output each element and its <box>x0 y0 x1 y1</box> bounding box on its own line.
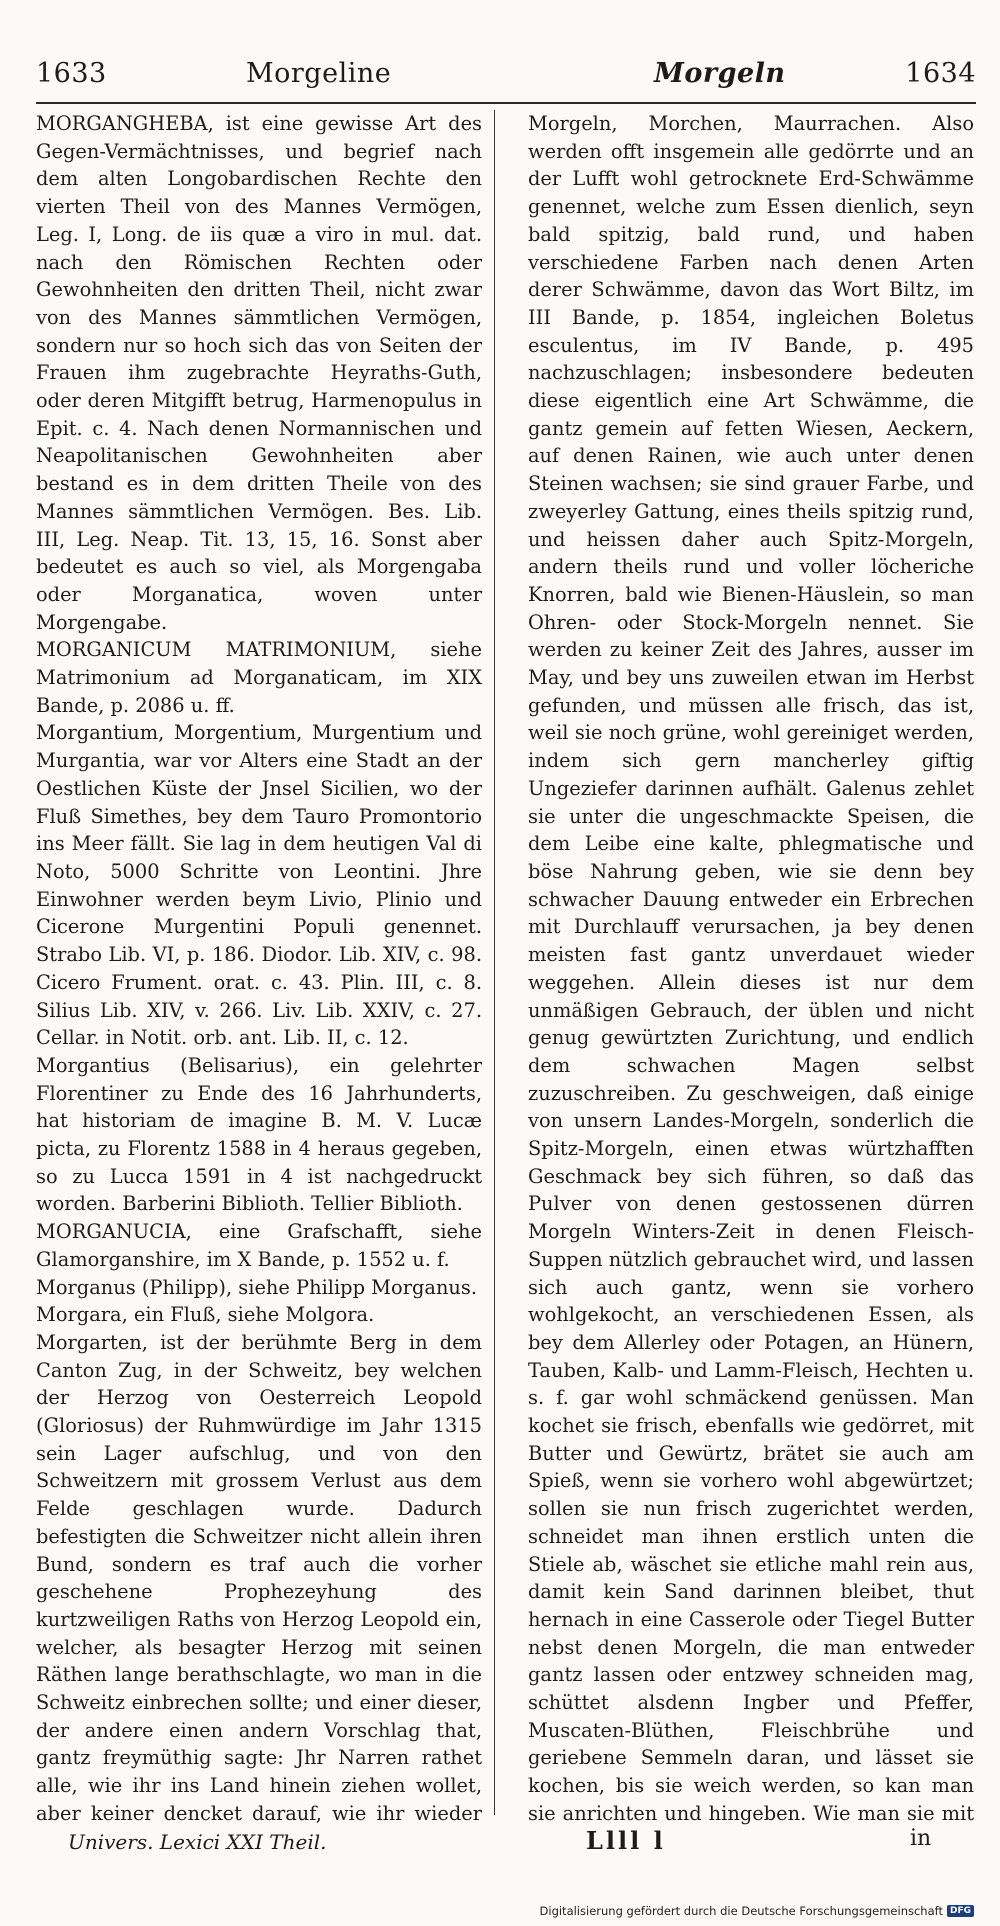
right-column <box>528 110 974 1825</box>
entry-morgara: Morgara, ein Fluß, siehe Molgora. <box>36 1303 375 1327</box>
entry-morganucia: MORGANUCIA, eine Grafschafft, siehe Glamorganshire, im X Bande, p. 1552 u. f. <box>36 1220 482 1271</box>
credit-text: Digitalisierung gefördert durch die Deutsche Forschungsgemeinschaft <box>539 1904 943 1918</box>
column-divider <box>494 110 495 1815</box>
dfg-logo: DFG <box>947 1905 974 1917</box>
right-running-head: Morgeln <box>654 58 786 89</box>
left-page-number: 1633 <box>36 58 107 89</box>
entry-morgangheba: MORGANGHEBA, ist eine gewisse Art des Gegen-Vermächtnisses, und begrief nach dem alten Longobardischen Rechte den vierten Theil von des Mannes Vermögen, Leg. I, Long. de iis quæ a viro in mul. dat. nach den Römischen Rechten oder Gewohnheiten den dritten Theil, nicht zwar von des Mannes sämmtlichen Vermögen, sondern nur so hoch sich das von Seiten der Frauen ihm zugebrachte Heyraths-Guth, oder deren Mitgifft betrug, Harmenopulus in Epit. c. 4. Nach denen Normannischen und Neapolitanischen Gewohnheiten aber bestand es in dem dritten Theile von des Mannes sämmtlichen Vermögen. Bes. Lib. III, Leg. Neap. Tit. 13, 15, 16. Sonst aber bedeutet es auch so viel, als Morgengaba oder Morganatica, woven unter Morgengabe. <box>36 112 482 634</box>
header-rule <box>36 102 976 104</box>
entry-morgantium: Morgantium, Morgentium, Murgentium und Murgantia, war vor Alters eine Stadt an der Oestlichen Küste der Jnsel Sicilien, wo der Fluß Simethes, bey dem Tauro Promontorio ins Meer fällt. Sie lag in dem heutigen Val di Noto, 5000 Schritte von Leontini. Jhre Einwohner werden beym Livio, Plinio und Cicerone Murgentini Populi genennet. Strabo Lib. VI, p. 186. Diodor. Lib. XIV, c. 98. Cicero Frument. orat. c. 43. Plin. III, c. 8. Silius Lib. XIV, v. 266. Liv. Lib. XXIV, c. 27. Cellar. in Notit. orb. ant. Lib. II, c. 12. <box>36 721 482 1050</box>
right-page-number: 1634 <box>905 58 976 89</box>
entry-morganus: Morganus (Philipp), siehe Philipp Morganus. <box>36 1275 478 1299</box>
entry-morgarten: Morgarten, ist der berühmte Berg in dem Canton Zug, in der Schweitz, bey welchen der Herzog von Oesterreich Leopold (Gloriosus) der Ruhmwürdige im Jahr 1315 sein Lager aufschlug, und von den Schweitzern mit grossem Verlust aus dem Felde geschlagen wurde. Dadurch befestigten die Schweitzer nicht allein ihren Bund, sondern es traf auch die vorher geschehene Prophezeyhung des kurtzweiligen Raths von Herzog Leopold ein, welcher, als besagter Herzog mit seinen Räthen lange berathschlagte, wo man in die Schweitz einbrechen sollte; und einer dieser, der andere einen andern Vorschlag that, gantz freymüthig sagte: Jhr Narren rathet alle, wie ihr ins Land hinein ziehen wollet, aber keiner dencket darauf, wie ihr wieder <box>36 1330 482 1825</box>
catchword: in <box>910 1826 932 1851</box>
left-column <box>36 110 482 1825</box>
digitization-credit <box>540 1904 974 1918</box>
entry-morgeln: Morgeln, Morchen, Maurrachen. Also werden offt insgemein alle gedörrte und an der Lufft wohl getrocknete Erd-Schwämme genennet, welche zum Essen dienlich, seyn bald spitzig, bald rund, und haben verschiedene Farben nach denen Arten derer Schwämme, davon das Wort Biltz, im III Bande, p. 1854, ingleichen Boletus esculentus, im IV Bande, p. 495 nachzuschlagen; insbesondere bedeuten diese eigentlich eine Art Schwämme, die gantz gemein auf fetten Wiesen, Aeckern, auf denen Rainen, wie auch unter denen Steinen wachsen; sie sind grauer Farbe, und zweyerley Gattung, eines theils spitzig rund, und heissen daher auch Spitz-Morgeln, andern theils rund und voller löcheriche Knorren, bald wie Bienen-Häuslein, so man Ohren- oder Stock-Morgeln nennet. Sie werden zu keiner Zeit des Jahres, ausser im May, und bey uns zuweilen etwan im Herbst gefunden, und müssen alle frisch, das ist, weil sie noch grüne, wohl gereiniget werden, indem sich gern mancherley giftig Ungeziefer darinnen aufhält. Galenus zehlet sie unter die ungeschmackte Speisen, die dem Leibe eine kalte, phlegmatische und böse Nahrung geben, wie sie denn bey schwacher Dauung entweder ein Erbrechen mit Durchlauff verursachen, ja bey denen meisten fast gantz unverdauet wieder weggehen. Allein dieses ist nur dem unmäßigen Gebrauch, der üblen und nicht genug gewürtzten Zurichtung, und endlich dem schwachen Magen selbst zuzuschreiben. Zu geschweigen, daß einige von unsern Landes-Morgeln, sonderlich die Spitz-Morgeln, einen etwas würtzhafften Geschmack bey sich führen, so daß das Pulver von denen gestossenen dürren Morgeln Winters-Zeit in denen Fleisch-Suppen nützlich gebrauchet wird, und lassen sich auch gantz, wenn sie vorhero wohlgekocht, an verschiedenen Essen, als bey dem Allerley oder Potagen, an Hünern, Tauben, Kalb- und Lamm-Fleisch, Hechten u. s. f. gar wohl schmäckend genüssen. Man kochet sie frisch, ebenfalls wie gedörret, mit Butter und Gewürtz, brätet sie auch am Spieß, wenn sie vorhero wohl abgewürtzet; sollen sie nun frisch zugerichtet werden, schneidet man ihnen erstlich unten die Stiele ab, wäschet sie etliche mahl rein aus, damit kein Sand darinnen bleibet, thut hernach in eine Casserole oder Tiegel Butter nebst denen Morgeln, die man entweder gantz lassen oder entzwey schneiden mag, schüttet alsdenn Ingber und Pfeffer, Muscaten-Blüthen, Fleischbrühe und geriebene Semmeln daran, und lässet sie kochen, bis sie weich werden, so kan man sie anrichten und hingeben. Wie man sie mit <box>528 112 974 1825</box>
entry-morgantius: Morgantius (Belisarius), ein gelehrter Florentiner zu Ende des 16 Jahrhunderts, hat historiam de imagine B. M. V. Lucæ picta, zu Florentz 1588 in 4 heraus gegeben, so zu Lucca 1591 in 4 ist nachgedruckt worden. Barberini Biblioth. Tellier Biblioth. <box>36 1053 482 1216</box>
entry-morganicum-matrimonium: MORGANICUM MATRIMONIUM, siehe Matrimonium ad Morganaticam, im XIX Bande, p. 2086 u. ff. <box>36 638 482 717</box>
left-running-head: Morgeline <box>246 58 392 89</box>
volume-note: Univers. Lexici XXI Theil. <box>68 1830 327 1854</box>
signature-mark: Llll l <box>586 1826 666 1855</box>
page-header <box>36 58 976 98</box>
